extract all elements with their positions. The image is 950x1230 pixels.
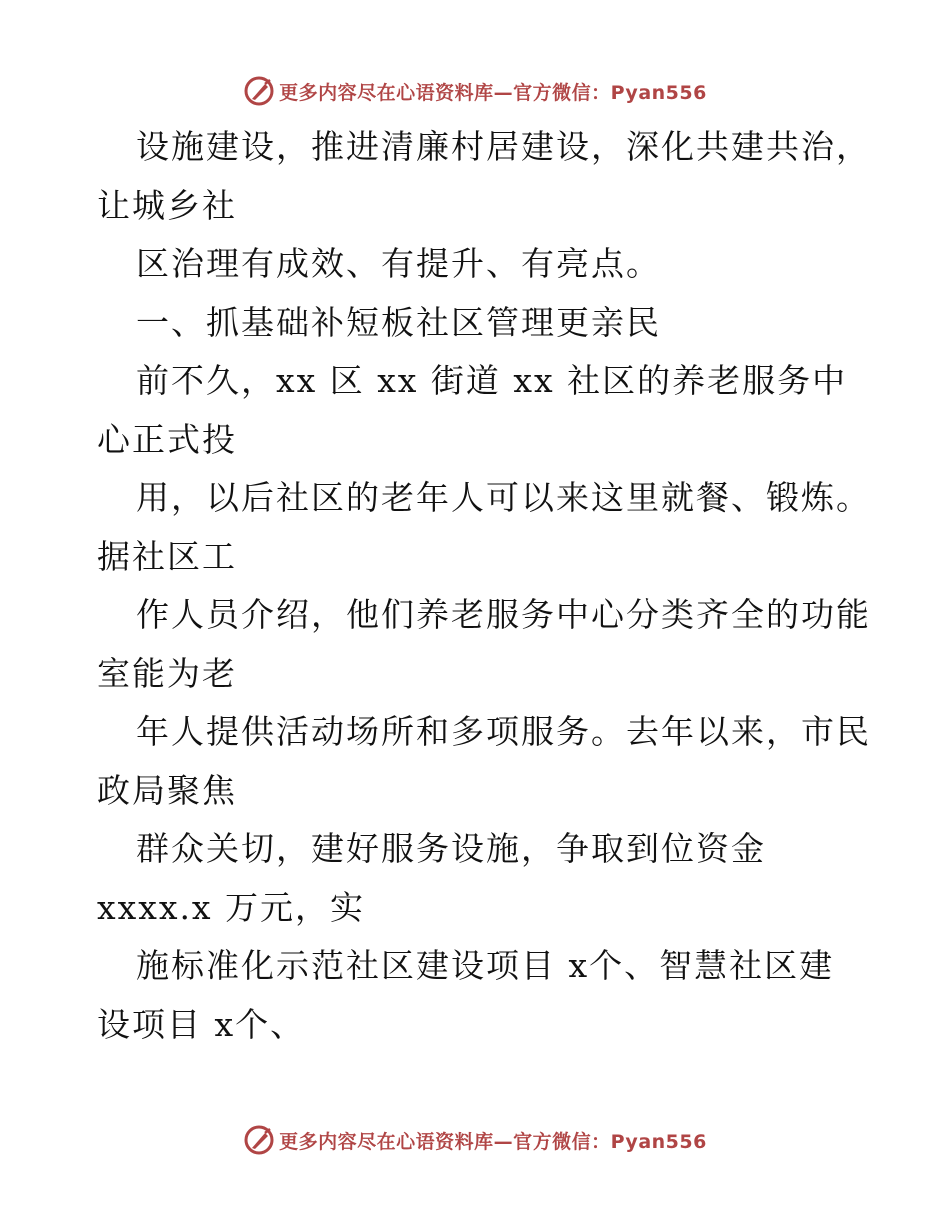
section-heading: 一、抓基础补短板社区管理更亲民 bbox=[136, 302, 661, 342]
header-banner-text: 更多内容尽在心语资料库—官方微信：Pyan556 bbox=[279, 81, 707, 104]
footer-banner bbox=[0, 1120, 950, 1160]
text-line: 区治理有成效、有提升、有亮点。 bbox=[136, 244, 661, 283]
text-line: 作人员介绍，他们养老服务中心分类齐全的功能 bbox=[136, 595, 871, 634]
text-line: 心正式投 bbox=[97, 419, 237, 459]
text-line: 政局聚焦 bbox=[97, 770, 237, 810]
text-line: 用，以后社区的老年人可以来这里就餐、锻炼。 bbox=[136, 478, 871, 517]
text-line: 年人提供活动场所和多项服务。去年以来，市民 bbox=[136, 712, 871, 751]
text-line: xxxx.x 万元，实 bbox=[97, 887, 366, 927]
text-line: 据社区工 bbox=[97, 536, 237, 576]
quill-pen-circle-icon bbox=[243, 1124, 275, 1156]
header-banner bbox=[0, 71, 950, 111]
text-line: 让城乡社 bbox=[97, 185, 237, 225]
text-line: 群众关切，建好服务设施，争取到位资金 bbox=[136, 829, 766, 868]
text-line: 设项目 x个、 bbox=[97, 1004, 306, 1044]
quill-pen-circle-icon bbox=[243, 75, 275, 107]
document-body bbox=[97, 118, 877, 1054]
footer-banner-text: 更多内容尽在心语资料库—官方微信：Pyan556 bbox=[279, 1130, 707, 1153]
text-line: 前不久，xx 区 xx 街道 xx 社区的养老服务中 bbox=[136, 361, 848, 400]
text-line: 室能为老 bbox=[97, 653, 237, 693]
text-line: 设施建设，推进清廉村居建设，深化共建共治， bbox=[136, 127, 871, 166]
text-line: 施标准化示范社区建设项目 x个、智慧社区建 bbox=[136, 946, 835, 985]
